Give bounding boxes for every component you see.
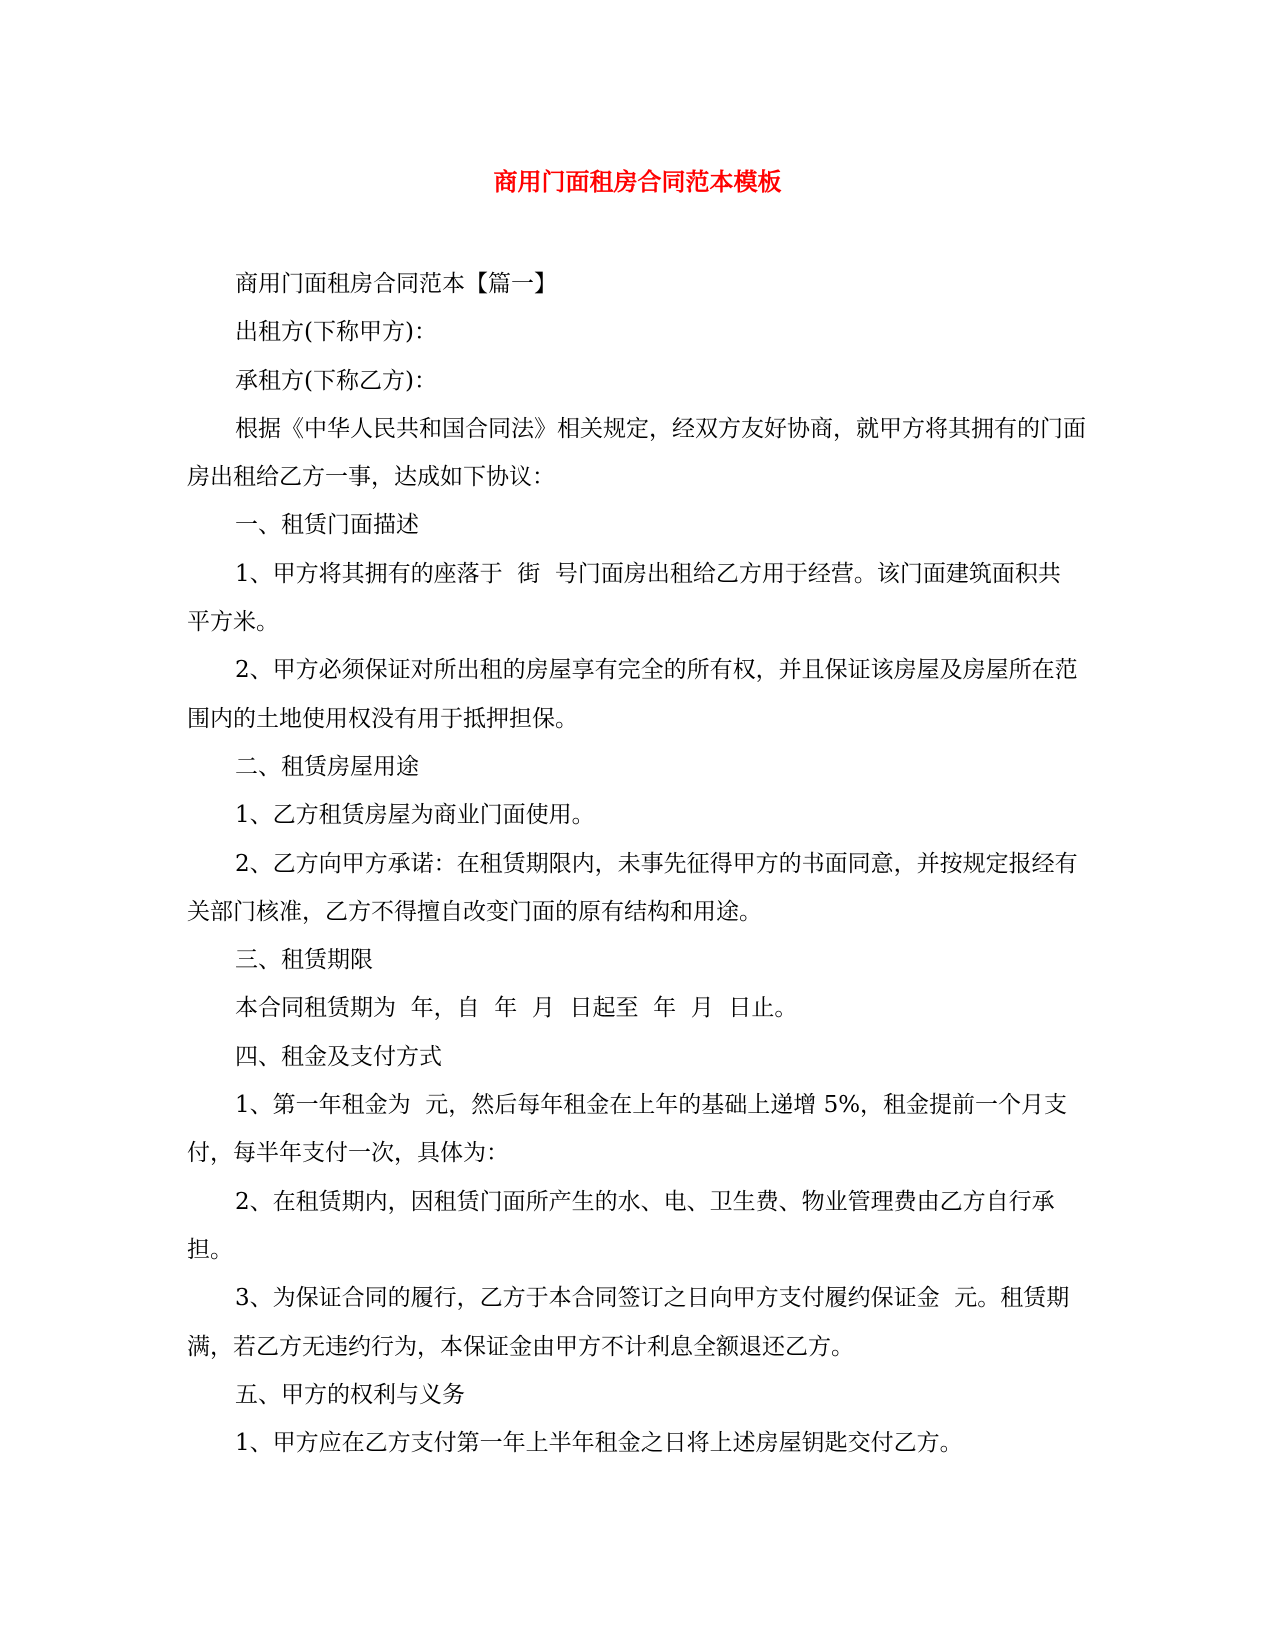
paragraph-lessor: 出租方(下称甲方)：: [235, 319, 437, 346]
paragraph-heading-1: 一、租赁门面描述: [235, 512, 419, 539]
paragraph-preamble: 根据《中华人民共和国合同法》相关规定，经双方友好协商，就甲方将其拥有的门面房出租给乙方一事，达成如下协议：: [187, 415, 1086, 491]
paragraph-heading-4: 四、租金及支付方式: [235, 1043, 442, 1070]
paragraph-5-1: 1、甲方应在乙方支付第一年上半年租金之日将上述房屋钥匙交付乙方。: [235, 1430, 963, 1457]
paragraph-4-3: 3、为保证合同的履行，乙方于本合同签订之日向甲方支付履约保证金 元。租赁期满，若乙方无违约行为，本保证金由甲方不计利息全额退还乙方。: [187, 1285, 1070, 1360]
paragraph-section-heading: 商用门面租房合同范本【篇一】: [235, 271, 557, 297]
paragraph-1-2: 2、甲方必须保证对所出租的房屋享有完全的所有权，并且保证该房屋及房屋所在范围内的土地使用权没有用于抵押担保。: [187, 657, 1078, 732]
paragraph-heading-5: 五、甲方的权利与义务: [235, 1381, 465, 1408]
paragraph-heading-3: 三、租赁期限: [235, 947, 373, 974]
paragraph-2-2: 2、乙方向甲方承诺：在租赁期限内，未事先征得甲方的书面同意，并按规定报经有关部门核准，乙方不得擅自改变门面的原有结构和用途。: [187, 850, 1078, 925]
paragraph-heading-2: 二、租赁房屋用途: [235, 753, 419, 780]
paragraph-2-1: 1、乙方租赁房屋为商业门面使用。: [235, 802, 595, 829]
paragraph-3-1: 本合同租赁期为 年，自 年 月 日起至 年 月 日止。: [235, 995, 798, 1022]
document-title: 商用门面租房合同范本模板: [493, 167, 782, 196]
paragraph-4-1: 1、第一年租金为 元，然后每年租金在上年的基础上递增 5%，租金提前一个月支付，每半年支付一次，具体为：: [187, 1092, 1068, 1167]
document-body: [187, 260, 1087, 1467]
paragraph-4-2: 2、在租赁期内，因租赁门面所产生的水、电、卫生费、物业管理费由乙方自行承担。: [187, 1188, 1055, 1263]
paragraph-lessee: 承租方(下称乙方)：: [235, 367, 437, 394]
paragraph-1-1: 1、甲方将其拥有的座落于 街 号门面房出租给乙方用于经营。该门面建筑面积共 平方米。: [187, 560, 1076, 636]
